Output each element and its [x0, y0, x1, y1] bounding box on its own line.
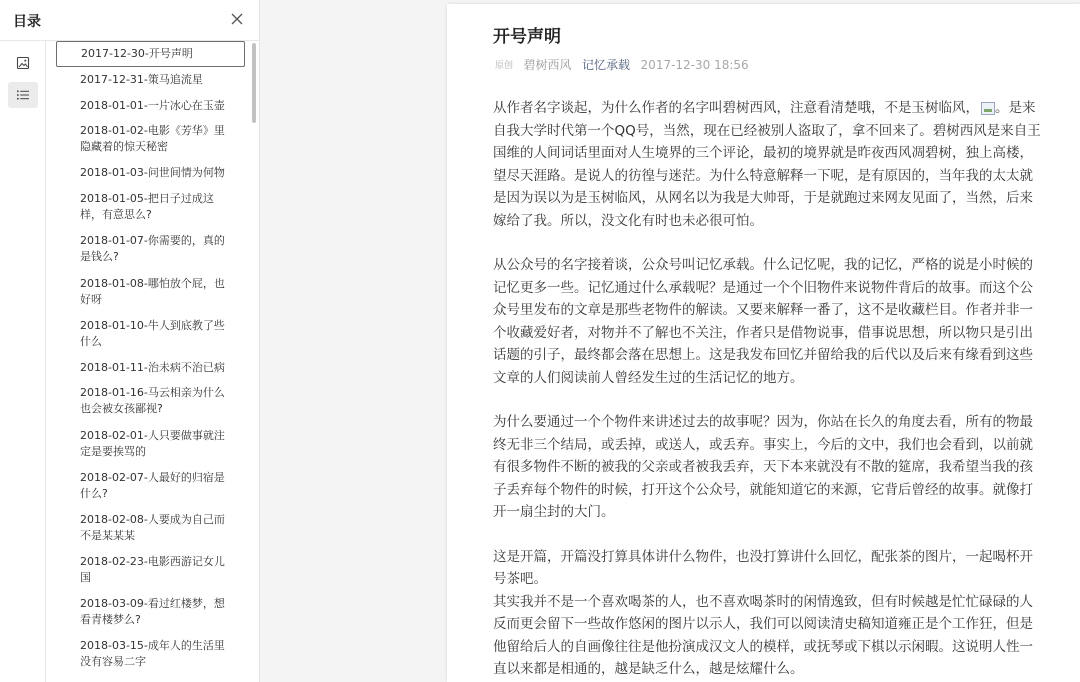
sidebar-header: [0, 0, 259, 41]
toc-scrollbar[interactable]: [251, 41, 257, 682]
toc-item[interactable]: 2018-02-01-人只要做事就注定是要挨骂的: [80, 429, 225, 458]
toc-item[interactable]: 2018-01-01-一片冰心在玉壶: [80, 99, 225, 112]
image-icon: [16, 56, 30, 70]
toc-item[interactable]: 2017-12-30-开号声明: [56, 41, 245, 67]
toc-sidebar: [0, 0, 260, 682]
toc-item[interactable]: 2018-01-07-你需要的，真的是钱么?: [80, 234, 225, 263]
toc-item[interactable]: 2018-01-08-哪怕放个屁，也好呀: [80, 277, 225, 306]
paragraph: 为什么要通过一个个物件来讲述过去的故事呢？因为，你站在长久的角度去看，所有的物最终无非三个结局，或丢掉，或送人，或丢弃。事实上，今后的文中，我们也会看到，以前就有很多物件不断的被我的父亲或者被我丢弃，天下本来就没有不散的筵席，我希望当我的孩子丢弃每个物件的时候，打开这个公众号，就能知道它的来源，它背后曾经的故事。就像打开一扇尘封的大门。: [493, 414, 1033, 520]
original-tag: 原创: [495, 61, 514, 71]
paragraph-text: 。是来自我大学时代第一个QQ号，当然，现在已经被别人盗取了，拿不回来了。碧树西风是来自王国维的人间词话里面对人生境界的三个评论，最初的境界就是昨夜西风凋碧树，独上高楼，望尽天涯路。是说人的彷徨与迷茫。为什么特意解释一下呢，是有原因的，当年我的太太就是因为误以为是玉树临风，从网名以为我是大帅哥，于是就跑过来网友见面了，当然，后来嫁给了我。所以，没文化有时也未必很可怕。: [493, 100, 1041, 229]
paragraph: 其实我并不是一个喜欢喝茶的人，也不喜欢喝茶时的闲情逸致，但有时候越是忙忙碌碌的人反而更会留下一些故作悠闲的图片以示人，我们可以阅读清史稿知道雍正是个工作狂，但是他留给后人的自画像往往是他扮演成汉文人的模样，或抚琴或下棋以示闲暇。这说明人性一直以来都是相通的，越是缺乏什么，越是炫耀什么。: [493, 593, 1033, 677]
article-page: [447, 4, 1080, 682]
toc-item[interactable]: 2018-01-11-治未病不治已病: [80, 361, 225, 374]
toc-item[interactable]: 2018-01-03-问世间情为何物: [80, 166, 225, 179]
paragraph: [493, 97, 1041, 232]
list-icon: [16, 88, 30, 102]
toc-item[interactable]: 2017-12-31-策马追流星: [80, 73, 203, 86]
paragraph: 从公众号的名字接着谈，公众号叫记忆承载。什么记忆呢，我的记忆，严格的说是小时候的记忆更多一些。记忆通过什么承载呢？是通过一个个旧物件来说物件背后的故事。而这个公众号里发布的文章是那些老物件的解读。又要来解释一番了，这不是收藏栏目。作者并非一个收藏爱好者，对物并不了解也不关注，作者只是借物说事，借事说思想，所以物只是引出话题的引子，最终都会落在思想上。这是我发布回忆并留给我的后代以及后来有缘看到这些文章的人们阅读前人曾经发生过的生活记忆的地方。: [493, 257, 1033, 386]
toc-item[interactable]: 2018-02-07-人最好的归宿是什么?: [80, 471, 225, 500]
close-icon[interactable]: [229, 11, 245, 27]
toc-item[interactable]: 2018-01-16-马云相亲为什么也会被女孩鄙视?: [80, 386, 225, 415]
article-body: [493, 97, 1041, 681]
toc-item[interactable]: 2018-02-08-人要成为自己而不是某某某: [80, 513, 225, 542]
image-view-button[interactable]: [8, 50, 38, 76]
sidebar-rail: [0, 41, 46, 682]
broken-image-icon: [981, 102, 995, 115]
toc-list: [46, 41, 250, 682]
toc-item[interactable]: 2018-03-15-成年人的生活里没有容易二字: [80, 639, 225, 668]
account-link[interactable]: 记忆承载: [582, 58, 631, 72]
sidebar-title: 目录: [13, 14, 41, 30]
article-title: 开号声明: [493, 27, 561, 47]
publish-date: 2017-12-30 18:56: [640, 57, 749, 72]
toc-item[interactable]: 2018-02-23-电影西游记女儿国: [80, 555, 225, 584]
toc-item[interactable]: 2018-01-05-把日子过成这样，有意思么?: [80, 192, 214, 221]
paragraph-text: 从作者名字谈起，为什么作者的名字叫碧树西风，注意看清楚哦，不是玉树临风，: [493, 100, 979, 116]
scrollbar-thumb[interactable]: [252, 43, 256, 123]
toc-item[interactable]: 2018-03-09-看过红楼梦，想看青楼梦么?: [80, 597, 225, 626]
author-name: 碧树西风: [523, 58, 572, 72]
toc-item[interactable]: 2018-01-02-电影《芳华》里隐藏着的惊天秘密: [80, 124, 225, 153]
toc-view-button[interactable]: [8, 82, 38, 108]
article-meta: [495, 56, 756, 72]
toc-item[interactable]: 2018-01-10-牛人到底教了些什么: [80, 319, 225, 348]
paragraph: 这是开篇，开篇没打算具体讲什么物件，也没打算讲什么回忆，配张茶的图片，一起喝杯开号茶吧。: [493, 548, 1033, 587]
